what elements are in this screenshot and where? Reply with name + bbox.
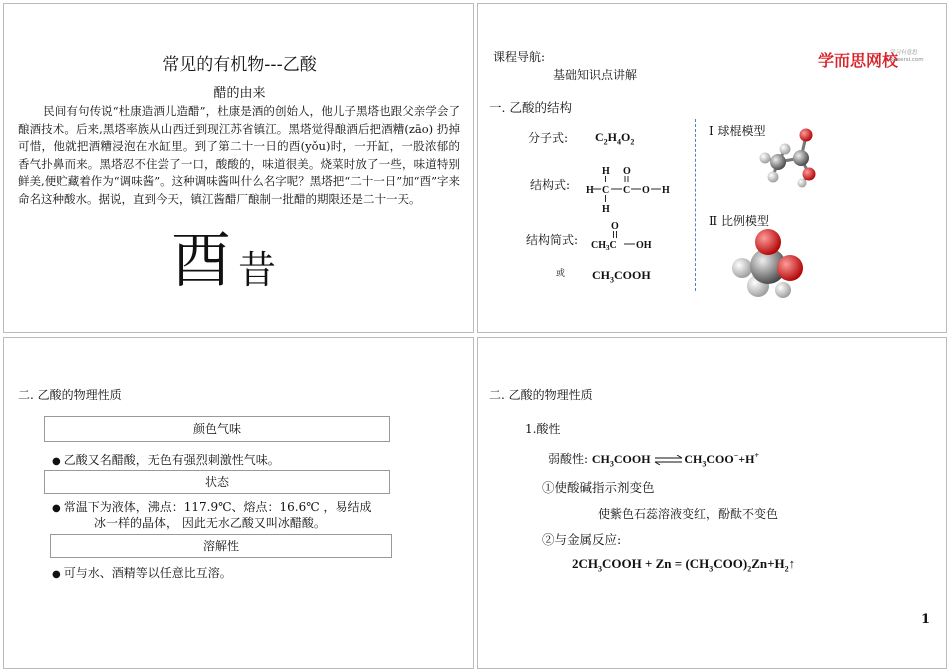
ionization-equation: [548, 450, 759, 468]
weak-acid-label: 弱酸性:: [548, 452, 592, 466]
slide-panel-3: [3, 337, 474, 669]
bullet-dot-icon: ●: [52, 456, 61, 467]
page-number: 1: [921, 612, 931, 627]
bullet-item: [52, 564, 232, 581]
heading-box-solubility: [50, 534, 392, 558]
subsection-heading: 1.酸性: [525, 422, 561, 436]
equation-reactant: $CH_3COOH$: [591, 452, 651, 469]
property-point-2: ②与金属反应:: [542, 532, 622, 547]
or-label: 或: [556, 269, 566, 279]
logo-url: xueersi.com: [890, 57, 924, 63]
svg-text:H: H: [602, 166, 610, 177]
svg-text:OH: OH: [636, 240, 652, 251]
box-label: 溶解性: [202, 539, 239, 553]
bullet-item: [52, 498, 371, 515]
property-point-1-detail: 使紫色石蕊溶液变红，酚酞不变色: [598, 507, 779, 521]
nav-title: 课程导航:: [493, 50, 546, 64]
property-point-1: ①使酸碱指示剂变色: [542, 480, 655, 495]
structural-simple-formula-diagram: [590, 218, 660, 252]
slide-panel-2: [477, 3, 947, 333]
svg-text:H: H: [586, 185, 594, 196]
slide-subtitle: 醋的由来: [213, 86, 266, 101]
box-label: 颜色气味: [192, 422, 241, 436]
structural-formula-diagram: [582, 162, 677, 218]
ball-stick-model-label: Ⅰ 球棍模型: [709, 124, 766, 138]
svg-text:O: O: [611, 221, 619, 232]
brand-logo-subtext: [890, 50, 924, 64]
space-filling-model-label: Ⅱ 比例模型: [709, 214, 769, 228]
svg-text:C: C: [623, 185, 631, 196]
simple-formula-2: $CH_3COOH$: [592, 268, 651, 285]
svg-text:H: H: [662, 185, 670, 196]
section-heading: 二. 乙酸的物理性质: [489, 388, 593, 402]
story-paragraph: 民间有句传说“杜康造酒儿造醋”，杜康是酒的创始人，他儿子黑塔也跟父亲学会了酿酒技术。后来,黑塔率族从山西迁到现江苏省镇江。黑塔觉得酿酒后把酒糟(zāo) 扔掉可惜，他就把酒糟浸泡在水缸里。到了第二十一日的酉(yǒu)时，一开缸，一股浓郁的香气扑鼻而来。黑塔忍不住尝了一口，酸酸的，味道很美。烧菜时放了一些，味道特别鲜美,便贮藏着作为“调味酱”。这种调味酱叫什么名字呢？黑塔把“二十一日”加“酉”字来命名这种酸水。据说，直到今天，镇江酱醋厂酿制一批醋的期限还是二十一天。: [18, 104, 460, 206]
large-character: 酉: [171, 226, 231, 296]
small-character: 昔: [238, 248, 277, 292]
bullet-text: 可与水、酒精等以任意比互溶。: [63, 566, 232, 580]
svg-text:C: C: [602, 185, 610, 196]
slide-title: 常见的有机物---乙酸: [162, 55, 317, 75]
divider-line: [695, 119, 696, 291]
nav-item: 基础知识点讲解: [553, 68, 638, 82]
heading-box-color-odor: [44, 416, 390, 442]
molecular-formula: $C_2H_4O_2$: [595, 130, 635, 147]
bullet-dot-icon: ●: [52, 503, 61, 514]
bullet-text: 乙酸又名醋酸，无色有强烈刺激性气味。: [63, 453, 280, 467]
bullet-dot-icon: ●: [52, 569, 61, 580]
section-heading: 一. 乙酸的结构: [489, 100, 572, 115]
molecular-formula-label: 分子式:: [528, 131, 569, 145]
logo-slogan: 学习有意思: [890, 50, 918, 56]
equation-products: $CH_3COO^-+H^+$: [684, 451, 759, 469]
box-label: 状态: [204, 475, 229, 489]
svg-text:CH3C: $CH_3C$: [591, 240, 617, 252]
space-filling-model-image: [728, 222, 818, 304]
section-heading: 二. 乙酸的物理性质: [18, 388, 122, 402]
brand-logo: 学而思网校: [818, 51, 899, 70]
structural-formula-label: 结构式:: [530, 178, 571, 192]
svg-text:O: O: [623, 166, 631, 177]
bullet-text-continued: 冰一样的晶体， 因此无水乙酸又叫冰醋酸。: [94, 516, 326, 530]
structural-simple-label: 结构简式:: [526, 233, 579, 247]
equilibrium-arrow-icon: [654, 455, 684, 465]
slide-panel-1: [3, 3, 474, 333]
bullet-text: 常温下为液体，沸点：117.9℃、熔点：16.6℃ ，易结成: [63, 500, 372, 514]
svg-text:H: H: [602, 204, 610, 215]
slide-panel-4: [477, 337, 947, 669]
ball-stick-model-image: [743, 124, 843, 194]
reaction-equation: $2CH_3COOH + Zn$ = $(CH_3COO)_2Zn+H_2↑$: [572, 556, 796, 574]
svg-text:O: O: [642, 185, 650, 196]
bullet-item: [52, 451, 280, 468]
heading-box-state: [44, 470, 390, 494]
